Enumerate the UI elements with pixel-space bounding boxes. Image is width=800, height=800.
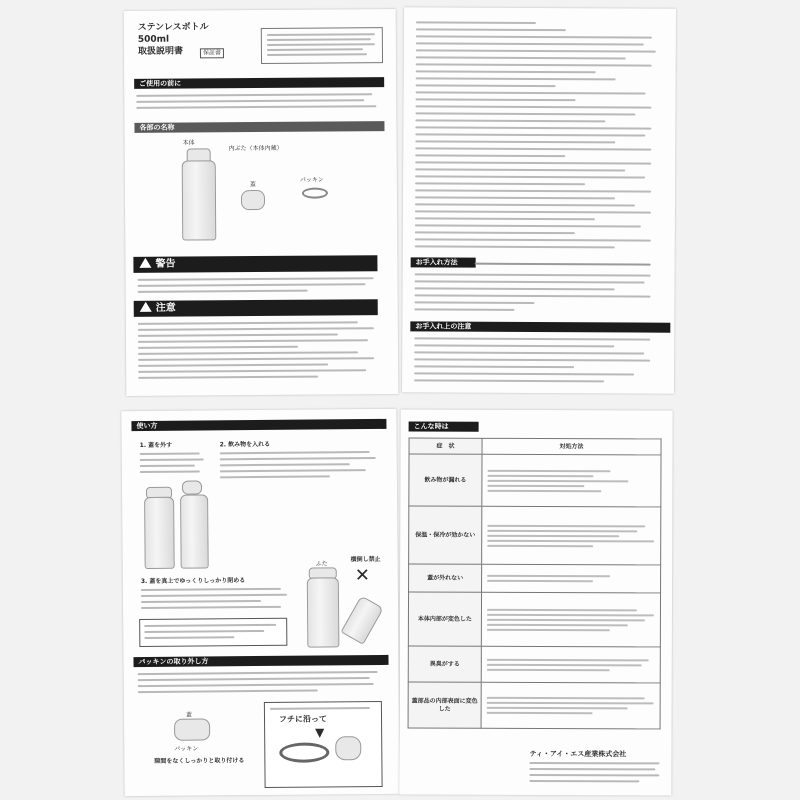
warranty-badge: 保証書 [200,48,224,58]
instruction-sheet-bottom-left [121,409,399,796]
step1-label: 1. 蓋を外す [139,441,173,450]
section-before-use: ご使用の前に [134,77,384,89]
table-head-symptom: 症 状 [409,438,482,454]
company-name: ティ・アイ・エス産業株式会社 [529,749,627,759]
row-odor-label: 異臭がする [408,646,481,682]
section-care: お手入れ方法 [411,257,476,267]
lid-detail-illustration [335,736,361,760]
table-row [409,454,661,507]
warning-title: 警告 [155,258,176,270]
notice-box [261,27,383,64]
packing-lid-illustration [174,718,210,740]
part-body-label: 本体 [182,139,195,147]
fit-note: フチに沿って [278,714,328,724]
packing-ring-detail [279,742,329,762]
instruction-sheet-bottom-right [399,410,672,796]
step3-bottle-illustration [307,577,340,647]
instruction-sheet-top-left [124,9,399,396]
table-head-remedy: 対処方法 [482,438,661,455]
warning-bar [133,255,377,273]
caution-title: 注意 [155,302,176,314]
lid-illustration [241,190,265,210]
row-discolor-label: 本体内部が変色した [408,592,481,646]
step2-label: 2. 飲み物を入れる [219,440,271,449]
table-row [408,592,660,647]
section-trouble: こんな時は [409,422,479,432]
prohibited-cross-icon: ✕ [354,565,370,587]
step1-lid-illustration [182,481,202,495]
table-row [408,646,660,683]
step1-bottle-illustration [144,497,175,569]
step3-note-box [139,618,287,647]
part-mouth-label: 内ぶた（本体内蔵） [228,144,283,153]
packing-small-label: パッキン [174,745,199,753]
packing-section-bar: パッキンの取り外し方 [133,655,388,667]
row-insulation-label: 保温・保冷が効かない [409,506,482,564]
lid-label: ふた [315,560,328,568]
section-parts: 各部の名称 [134,121,384,133]
section-usage: 使い方 [131,419,386,431]
instruction-sheet-top-right [402,7,676,393]
step3-label: 3. 蓋を真上でゆっくりしっかり閉める [140,577,246,586]
caution-bar [134,299,378,317]
doc-title-line2: 500ml [137,34,170,45]
section-care-notes: お手入れ上の注意 [410,321,670,332]
bottle-illustration [182,160,217,240]
warning-triangle-icon [139,258,151,268]
part-packing-label: パッキン [299,176,324,184]
insert-note: 隙間をなくしっかりと取り付ける [154,757,245,765]
part-lid-label: 蓋 [249,181,256,189]
table-row [409,506,661,565]
table-row [408,682,660,729]
table-row [409,564,661,593]
step2-bottle-illustration [180,494,209,568]
no-tilt-label: 横倒し禁止 [350,555,381,564]
troubleshooting-table [408,438,662,730]
doc-title-line1: ステンレスボトル [137,22,209,33]
tilted-bottle-illustration [341,595,384,644]
caution-triangle-icon [140,302,152,312]
down-arrow-icon: ▼ [315,725,325,740]
packing-ring-illustration [302,188,328,199]
row-leak-label: 飲み物が漏れる [409,454,482,506]
row-parts-label: 蓋部品の内部表面に変色した [408,682,481,728]
doc-title-line3: 取扱説明書 [137,46,183,57]
row-lid-label: 蓋が外れない [409,564,482,592]
lid-small-label: 蓋 [185,711,193,719]
packing-detail-box [264,701,383,788]
